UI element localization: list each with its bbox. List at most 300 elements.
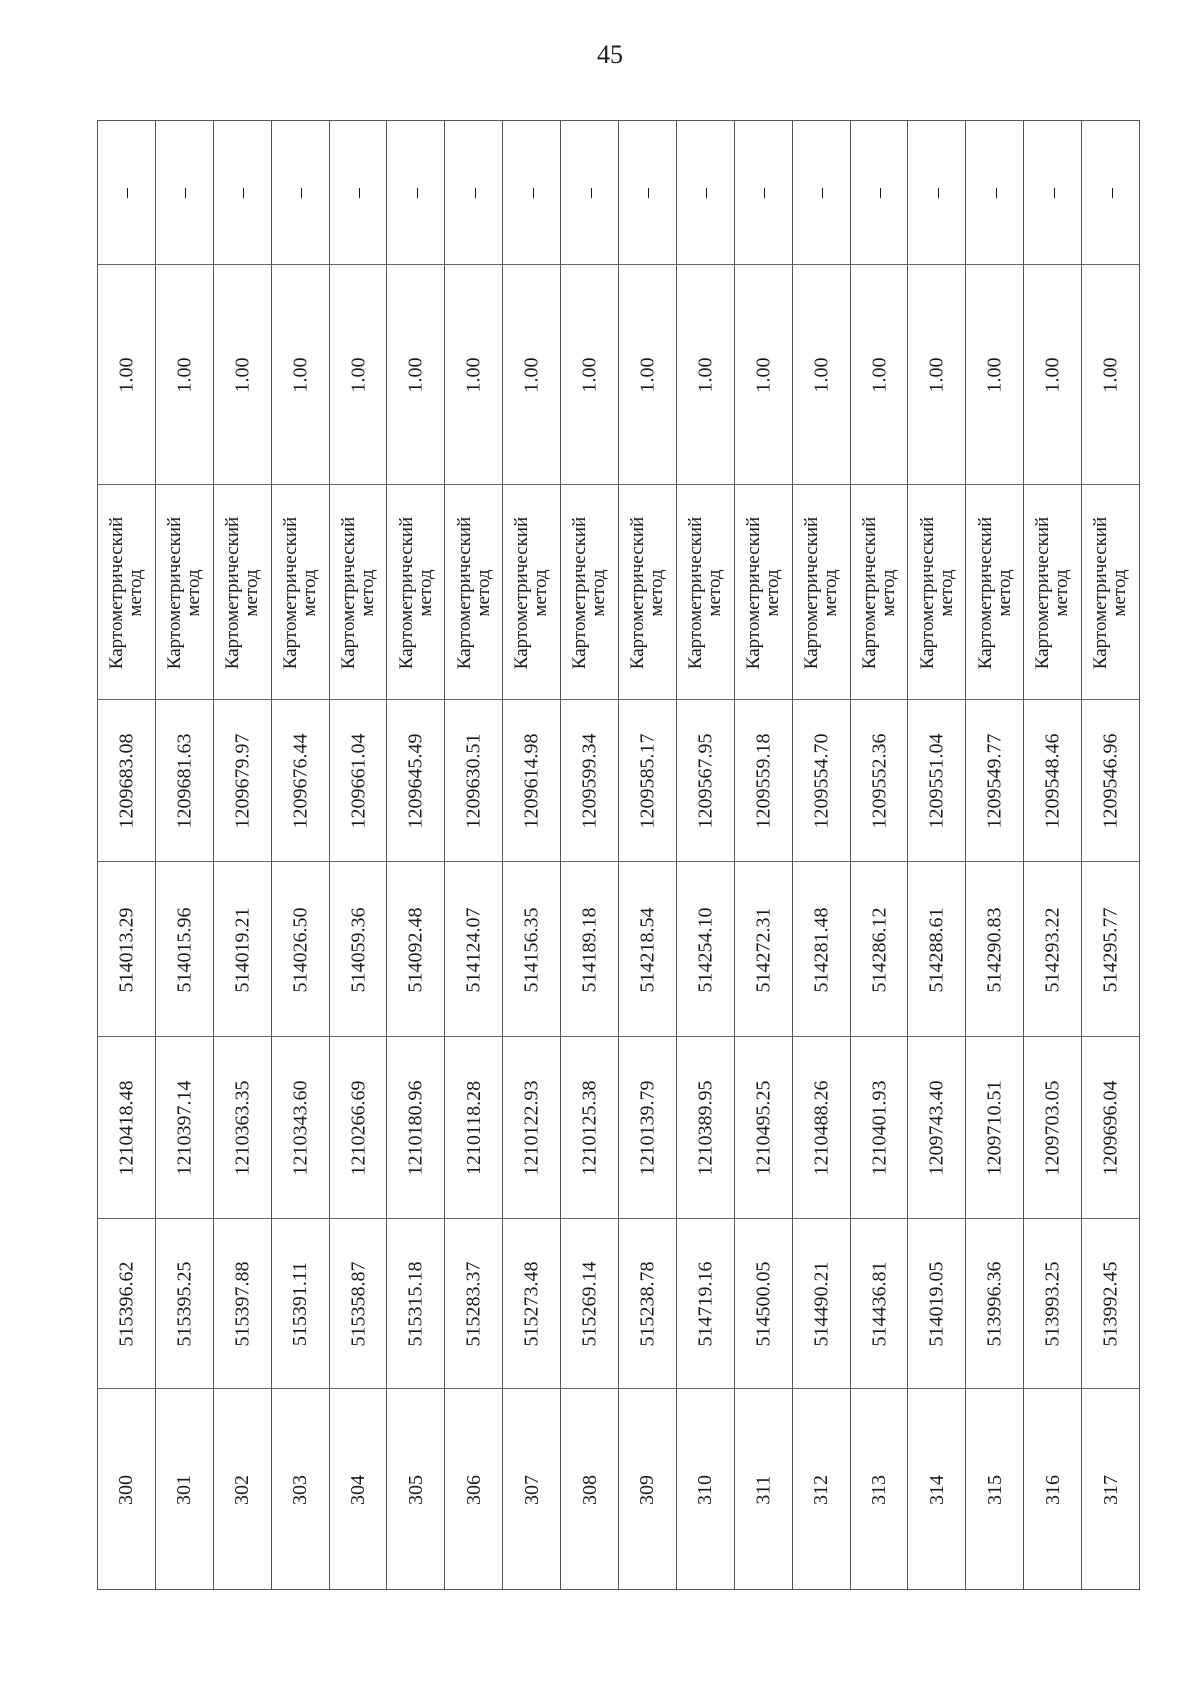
x2-cell-text: 514218.54 bbox=[636, 907, 659, 992]
y1-cell bbox=[619, 1036, 676, 1219]
method-cell bbox=[793, 484, 850, 700]
y1-cell-text: 1210488.26 bbox=[810, 1080, 833, 1176]
method-line-1: Картометрический bbox=[1090, 516, 1112, 669]
accuracy-cell bbox=[272, 264, 329, 485]
note-cell bbox=[1082, 121, 1139, 264]
y1-cell bbox=[677, 1036, 734, 1219]
y2-cell-text: 1209548.46 bbox=[1041, 733, 1064, 829]
point-number-cell bbox=[735, 1388, 792, 1590]
method-line-2: метод bbox=[530, 568, 552, 617]
x2-cell-text: 514019.21 bbox=[231, 907, 254, 992]
method-line-1: Картометрический bbox=[511, 516, 533, 669]
point-number-cell bbox=[851, 1388, 908, 1590]
x1-cell-text: 514019.05 bbox=[925, 1261, 948, 1347]
note-cell-text: – bbox=[694, 187, 717, 198]
note-cell bbox=[793, 121, 850, 264]
accuracy-cell bbox=[1024, 264, 1081, 485]
y2-cell-text: 1209551.04 bbox=[925, 733, 948, 829]
x1-cell-text: 513992.45 bbox=[1099, 1261, 1122, 1347]
x2-cell bbox=[1024, 861, 1081, 1037]
accuracy-cell-text: 1.00 bbox=[173, 357, 196, 393]
note-cell-text: – bbox=[752, 187, 775, 198]
x2-cell bbox=[908, 861, 965, 1037]
x1-cell bbox=[503, 1218, 560, 1389]
x1-cell-text: 515396.62 bbox=[115, 1261, 138, 1347]
table-row bbox=[214, 121, 272, 1589]
method-line-2: метод bbox=[472, 568, 494, 617]
note-cell-text: – bbox=[173, 187, 196, 198]
y2-cell bbox=[561, 699, 618, 862]
y1-cell-text: 1210401.93 bbox=[868, 1080, 891, 1176]
note-cell-text: – bbox=[404, 187, 427, 198]
table-row bbox=[735, 121, 793, 1589]
x2-cell bbox=[330, 861, 387, 1037]
y1-cell bbox=[851, 1036, 908, 1219]
accuracy-cell-text: 1.00 bbox=[462, 357, 485, 393]
x1-cell-text: 515273.48 bbox=[520, 1261, 543, 1347]
note-cell-text: – bbox=[636, 187, 659, 198]
x1-cell-text: 515238.78 bbox=[636, 1261, 659, 1347]
y1-cell bbox=[1082, 1036, 1139, 1219]
note-cell bbox=[214, 121, 271, 264]
point-number-cell bbox=[214, 1388, 271, 1590]
point-number-cell-text: 313 bbox=[868, 1474, 891, 1505]
x2-cell-text: 514015.96 bbox=[173, 907, 196, 992]
y2-cell bbox=[793, 699, 850, 862]
page-number: 45 bbox=[597, 40, 623, 69]
method-line-2: метод bbox=[1109, 568, 1131, 617]
y1-cell bbox=[214, 1036, 271, 1219]
x1-cell-text: 513993.25 bbox=[1041, 1261, 1064, 1347]
y1-cell bbox=[966, 1036, 1023, 1219]
x1-cell bbox=[677, 1218, 734, 1389]
x1-cell bbox=[735, 1218, 792, 1389]
y2-cell-text: 1209683.08 bbox=[115, 733, 138, 829]
y1-cell bbox=[561, 1036, 618, 1219]
note-cell-text: – bbox=[231, 187, 254, 198]
x1-cell bbox=[445, 1218, 502, 1389]
table-row bbox=[272, 121, 330, 1589]
y2-cell-text: 1209559.18 bbox=[752, 733, 775, 829]
point-number-cell-text: 304 bbox=[347, 1474, 369, 1505]
point-number-cell bbox=[966, 1388, 1023, 1590]
accuracy-cell-text: 1.00 bbox=[115, 357, 138, 393]
table-row bbox=[98, 121, 156, 1589]
x2-cell bbox=[387, 861, 444, 1037]
accuracy-cell-text: 1.00 bbox=[1041, 357, 1064, 393]
table-row bbox=[156, 121, 214, 1589]
method-line-2: метод bbox=[878, 568, 900, 617]
note-cell bbox=[503, 121, 560, 264]
y2-cell-text: 1209552.36 bbox=[868, 733, 891, 829]
y2-cell-text: 1209661.04 bbox=[347, 733, 370, 829]
table-row bbox=[677, 121, 735, 1589]
table-row bbox=[619, 121, 677, 1589]
y1-cell-text: 1210122.93 bbox=[520, 1080, 543, 1176]
accuracy-cell-text: 1.00 bbox=[983, 357, 1006, 393]
note-cell bbox=[98, 121, 155, 264]
note-cell-text: – bbox=[462, 187, 485, 198]
y1-cell-text: 1210389.95 bbox=[694, 1080, 717, 1176]
point-number-cell bbox=[387, 1388, 444, 1590]
y2-cell bbox=[330, 699, 387, 862]
note-cell-text: – bbox=[347, 187, 369, 198]
method-cell bbox=[214, 484, 271, 700]
x2-cell bbox=[677, 861, 734, 1037]
x2-cell bbox=[445, 861, 502, 1037]
y1-cell-text: 1210118.28 bbox=[462, 1080, 485, 1176]
point-number-cell bbox=[98, 1388, 155, 1590]
accuracy-cell bbox=[214, 264, 271, 485]
method-line-2: метод bbox=[1051, 568, 1073, 617]
x2-cell-text: 514288.61 bbox=[925, 907, 948, 992]
method-line-1: Картометрический bbox=[859, 516, 881, 669]
point-number-cell-text: 302 bbox=[231, 1474, 254, 1505]
x2-cell bbox=[966, 861, 1023, 1037]
accuracy-cell-text: 1.00 bbox=[1099, 357, 1122, 393]
accuracy-cell-text: 1.00 bbox=[636, 357, 659, 393]
x2-cell-text: 514293.22 bbox=[1041, 907, 1064, 992]
y2-cell bbox=[735, 699, 792, 862]
x2-cell-text: 514013.29 bbox=[115, 907, 138, 992]
x2-cell bbox=[793, 861, 850, 1037]
accuracy-cell-text: 1.00 bbox=[868, 357, 891, 393]
accuracy-cell bbox=[503, 264, 560, 485]
x2-cell-text: 514156.35 bbox=[520, 907, 543, 992]
x2-cell-text: 514059.36 bbox=[347, 907, 370, 992]
y2-cell bbox=[503, 699, 560, 862]
point-number-cell bbox=[561, 1388, 618, 1590]
table-row bbox=[966, 121, 1024, 1589]
y1-cell-text: 1210495.25 bbox=[752, 1080, 775, 1176]
x1-cell bbox=[330, 1218, 387, 1389]
point-number-cell bbox=[503, 1388, 560, 1590]
x2-cell-text: 514254.10 bbox=[694, 907, 717, 992]
accuracy-cell-text: 1.00 bbox=[289, 357, 312, 393]
note-cell bbox=[851, 121, 908, 264]
y2-cell bbox=[1024, 699, 1081, 862]
x1-cell bbox=[908, 1218, 965, 1389]
method-line-1: Картометрический bbox=[974, 516, 996, 669]
accuracy-cell bbox=[966, 264, 1023, 485]
accuracy-cell bbox=[908, 264, 965, 485]
note-cell-text: – bbox=[520, 187, 543, 198]
x2-cell bbox=[735, 861, 792, 1037]
method-cell bbox=[966, 484, 1023, 700]
x1-cell-text: 515283.37 bbox=[462, 1261, 485, 1347]
x2-cell bbox=[619, 861, 676, 1037]
y2-cell bbox=[677, 699, 734, 862]
y2-cell bbox=[908, 699, 965, 862]
method-cell bbox=[735, 484, 792, 700]
method-cell bbox=[330, 484, 387, 700]
method-line-2: метод bbox=[299, 568, 321, 617]
y1-cell bbox=[908, 1036, 965, 1219]
note-cell-text: – bbox=[1099, 187, 1122, 198]
y2-cell-text: 1209599.34 bbox=[578, 733, 601, 829]
x2-cell-text: 514272.31 bbox=[752, 907, 775, 992]
note-cell-text: – bbox=[983, 187, 1006, 198]
accuracy-cell-text: 1.00 bbox=[578, 357, 601, 393]
x2-cell bbox=[503, 861, 560, 1037]
note-cell bbox=[908, 121, 965, 264]
point-number-cell-text: 312 bbox=[810, 1474, 833, 1505]
note-cell-text: – bbox=[810, 187, 833, 198]
note-cell-text: – bbox=[1041, 187, 1064, 198]
y1-cell bbox=[503, 1036, 560, 1219]
y1-cell-text: 1210418.48 bbox=[115, 1080, 138, 1176]
note-cell bbox=[619, 121, 676, 264]
y2-cell bbox=[619, 699, 676, 862]
accuracy-cell bbox=[1082, 264, 1139, 485]
method-line-1: Картометрический bbox=[1032, 516, 1054, 669]
y2-cell-text: 1209567.95 bbox=[694, 733, 717, 829]
note-cell bbox=[387, 121, 444, 264]
method-line-2: метод bbox=[125, 568, 147, 617]
method-line-1: Картометрический bbox=[743, 516, 765, 669]
x1-cell bbox=[156, 1218, 213, 1389]
point-number-cell bbox=[793, 1388, 850, 1590]
method-cell bbox=[272, 484, 329, 700]
x2-cell bbox=[272, 861, 329, 1037]
x1-cell bbox=[98, 1218, 155, 1389]
x1-cell-text: 514490.21 bbox=[810, 1261, 833, 1347]
note-cell bbox=[156, 121, 213, 264]
method-cell bbox=[98, 484, 155, 700]
x1-cell bbox=[619, 1218, 676, 1389]
method-line-1: Картометрический bbox=[280, 516, 302, 669]
x1-cell bbox=[561, 1218, 618, 1389]
point-number-cell-text: 303 bbox=[289, 1474, 312, 1505]
y2-cell-text: 1209585.17 bbox=[636, 733, 659, 829]
method-line-1: Картометрический bbox=[453, 516, 475, 669]
accuracy-cell-text: 1.00 bbox=[752, 357, 775, 393]
y1-cell-text: 1210363.35 bbox=[231, 1080, 254, 1176]
point-number-cell-text: 300 bbox=[115, 1474, 138, 1505]
y2-cell bbox=[98, 699, 155, 862]
y2-cell-text: 1209554.70 bbox=[810, 733, 833, 829]
note-cell bbox=[330, 121, 387, 264]
y1-cell-text: 1209710.51 bbox=[983, 1080, 1006, 1176]
method-line-1: Картометрический bbox=[395, 516, 417, 669]
x2-cell bbox=[1082, 861, 1139, 1037]
note-cell bbox=[677, 121, 734, 264]
x2-cell-text: 514124.07 bbox=[462, 907, 485, 992]
point-number-cell bbox=[272, 1388, 329, 1590]
method-cell bbox=[677, 484, 734, 700]
note-cell bbox=[272, 121, 329, 264]
y2-cell-text: 1209630.51 bbox=[462, 733, 485, 829]
x2-cell-text: 514286.12 bbox=[868, 907, 891, 992]
accuracy-cell bbox=[851, 264, 908, 485]
y1-cell bbox=[735, 1036, 792, 1219]
y2-cell bbox=[387, 699, 444, 862]
y1-cell bbox=[445, 1036, 502, 1219]
point-number-cell-text: 310 bbox=[694, 1474, 717, 1505]
accuracy-cell-text: 1.00 bbox=[925, 357, 948, 393]
accuracy-cell-text: 1.00 bbox=[347, 357, 369, 393]
y1-cell bbox=[387, 1036, 444, 1219]
y1-cell bbox=[330, 1036, 387, 1219]
note-cell bbox=[561, 121, 618, 264]
point-number-cell-text: 309 bbox=[636, 1474, 659, 1505]
x2-cell-text: 514295.77 bbox=[1099, 907, 1122, 992]
method-cell bbox=[561, 484, 618, 700]
y1-cell-text: 1210180.96 bbox=[404, 1080, 427, 1176]
x2-cell-text: 514092.48 bbox=[404, 907, 427, 992]
y2-cell bbox=[156, 699, 213, 862]
y2-cell-text: 1209679.97 bbox=[231, 733, 254, 829]
method-line-1: Картометрический bbox=[106, 516, 128, 669]
y1-cell-text: 1209696.04 bbox=[1099, 1080, 1122, 1176]
y2-cell-text: 1209549.77 bbox=[983, 733, 1006, 829]
x2-cell-text: 514189.18 bbox=[578, 907, 601, 992]
point-number-cell bbox=[330, 1388, 387, 1590]
accuracy-cell bbox=[735, 264, 792, 485]
point-number-cell-text: 317 bbox=[1099, 1474, 1122, 1505]
method-line-2: метод bbox=[704, 568, 726, 617]
y1-cell-text: 1210343.60 bbox=[289, 1080, 312, 1176]
note-cell bbox=[1024, 121, 1081, 264]
y1-cell-text: 1210397.14 bbox=[173, 1080, 196, 1176]
x1-cell-text: 514436.81 bbox=[868, 1261, 891, 1347]
y1-cell bbox=[98, 1036, 155, 1219]
x2-cell bbox=[98, 861, 155, 1037]
method-line-2: метод bbox=[241, 568, 263, 617]
accuracy-cell bbox=[98, 264, 155, 485]
note-cell-text: – bbox=[868, 187, 891, 198]
accuracy-cell bbox=[619, 264, 676, 485]
method-cell bbox=[1024, 484, 1081, 700]
accuracy-cell bbox=[793, 264, 850, 485]
table-row bbox=[1082, 121, 1140, 1589]
x1-cell bbox=[214, 1218, 271, 1389]
method-line-2: метод bbox=[414, 568, 436, 617]
y2-cell bbox=[214, 699, 271, 862]
method-line-1: Картометрический bbox=[916, 516, 938, 669]
method-line-1: Картометрический bbox=[164, 516, 186, 669]
x1-cell bbox=[1024, 1218, 1081, 1389]
x2-cell-text: 514290.83 bbox=[983, 907, 1006, 992]
point-number-cell bbox=[156, 1388, 213, 1590]
x2-cell bbox=[214, 861, 271, 1037]
note-cell-text: – bbox=[925, 187, 948, 198]
x1-cell-text: 515395.25 bbox=[173, 1261, 196, 1347]
note-cell-text: – bbox=[578, 187, 601, 198]
note-cell-text: – bbox=[115, 187, 138, 198]
y1-cell bbox=[272, 1036, 329, 1219]
method-cell bbox=[156, 484, 213, 700]
y2-cell bbox=[272, 699, 329, 862]
method-line-1: Картометрический bbox=[569, 516, 591, 669]
point-number-cell bbox=[1024, 1388, 1081, 1590]
table-row bbox=[851, 121, 909, 1589]
y2-cell-text: 1209546.96 bbox=[1099, 733, 1122, 829]
point-number-cell bbox=[619, 1388, 676, 1590]
table-row bbox=[793, 121, 851, 1589]
x1-cell-text: 514500.05 bbox=[752, 1261, 775, 1347]
point-number-cell-text: 306 bbox=[462, 1474, 485, 1505]
point-number-cell bbox=[445, 1388, 502, 1590]
method-line-2: метод bbox=[183, 568, 205, 617]
y2-cell-text: 1209614.98 bbox=[520, 733, 543, 829]
method-line-1: Картометрический bbox=[338, 516, 360, 669]
point-number-cell-text: 305 bbox=[404, 1474, 427, 1505]
method-cell bbox=[619, 484, 676, 700]
method-line-2: метод bbox=[646, 568, 668, 617]
point-number-cell-text: 301 bbox=[173, 1474, 196, 1505]
table-row bbox=[908, 121, 966, 1589]
accuracy-cell-text: 1.00 bbox=[810, 357, 833, 393]
x2-cell bbox=[156, 861, 213, 1037]
x1-cell bbox=[966, 1218, 1023, 1389]
point-number-cell-text: 315 bbox=[983, 1474, 1006, 1505]
note-cell bbox=[966, 121, 1023, 264]
table-row bbox=[561, 121, 619, 1589]
accuracy-cell bbox=[387, 264, 444, 485]
x1-cell bbox=[851, 1218, 908, 1389]
y1-cell-text: 1209743.40 bbox=[925, 1080, 948, 1176]
x1-cell-text: 515391.11 bbox=[289, 1261, 312, 1347]
method-line-1: Картометрический bbox=[685, 516, 707, 669]
table-row bbox=[330, 121, 388, 1589]
y1-cell bbox=[156, 1036, 213, 1219]
y2-cell bbox=[1082, 699, 1139, 862]
table-row bbox=[1024, 121, 1082, 1589]
point-number-cell-text: 311 bbox=[752, 1474, 775, 1505]
method-line-1: Картометрический bbox=[222, 516, 244, 669]
method-line-1: Картометрический bbox=[801, 516, 823, 669]
y1-cell bbox=[793, 1036, 850, 1219]
coordinates-table bbox=[97, 120, 1140, 1590]
method-line-1: Картометрический bbox=[627, 516, 649, 669]
x1-cell-text: 515315.18 bbox=[404, 1261, 427, 1347]
x1-cell-text: 514719.16 bbox=[694, 1261, 717, 1347]
method-line-2: метод bbox=[357, 568, 379, 617]
accuracy-cell bbox=[330, 264, 387, 485]
y1-cell-text: 1210266.69 bbox=[347, 1080, 370, 1176]
x1-cell bbox=[793, 1218, 850, 1389]
y2-cell bbox=[851, 699, 908, 862]
y2-cell-text: 1209681.63 bbox=[173, 733, 196, 829]
x1-cell-text: 513996.36 bbox=[983, 1261, 1006, 1347]
y2-cell bbox=[966, 699, 1023, 862]
x1-cell-text: 515269.14 bbox=[578, 1261, 601, 1347]
point-number-cell-text: 308 bbox=[578, 1474, 601, 1505]
point-number-cell bbox=[1082, 1388, 1139, 1590]
note-cell bbox=[735, 121, 792, 264]
point-number-cell-text: 314 bbox=[925, 1474, 948, 1505]
accuracy-cell bbox=[561, 264, 618, 485]
point-number-cell bbox=[677, 1388, 734, 1590]
x1-cell bbox=[387, 1218, 444, 1389]
x2-cell bbox=[561, 861, 618, 1037]
point-number-cell bbox=[908, 1388, 965, 1590]
accuracy-cell bbox=[445, 264, 502, 485]
point-number-cell-text: 316 bbox=[1041, 1474, 1064, 1505]
x2-cell bbox=[851, 861, 908, 1037]
method-cell bbox=[851, 484, 908, 700]
accuracy-cell-text: 1.00 bbox=[520, 357, 543, 393]
note-cell-text: – bbox=[289, 187, 312, 198]
method-cell bbox=[387, 484, 444, 700]
y1-cell bbox=[1024, 1036, 1081, 1219]
point-number-cell-text: 307 bbox=[520, 1474, 543, 1505]
y1-cell-text: 1210125.38 bbox=[578, 1080, 601, 1176]
accuracy-cell bbox=[156, 264, 213, 485]
x1-cell-text: 515397.88 bbox=[231, 1261, 254, 1347]
x1-cell bbox=[272, 1218, 329, 1389]
